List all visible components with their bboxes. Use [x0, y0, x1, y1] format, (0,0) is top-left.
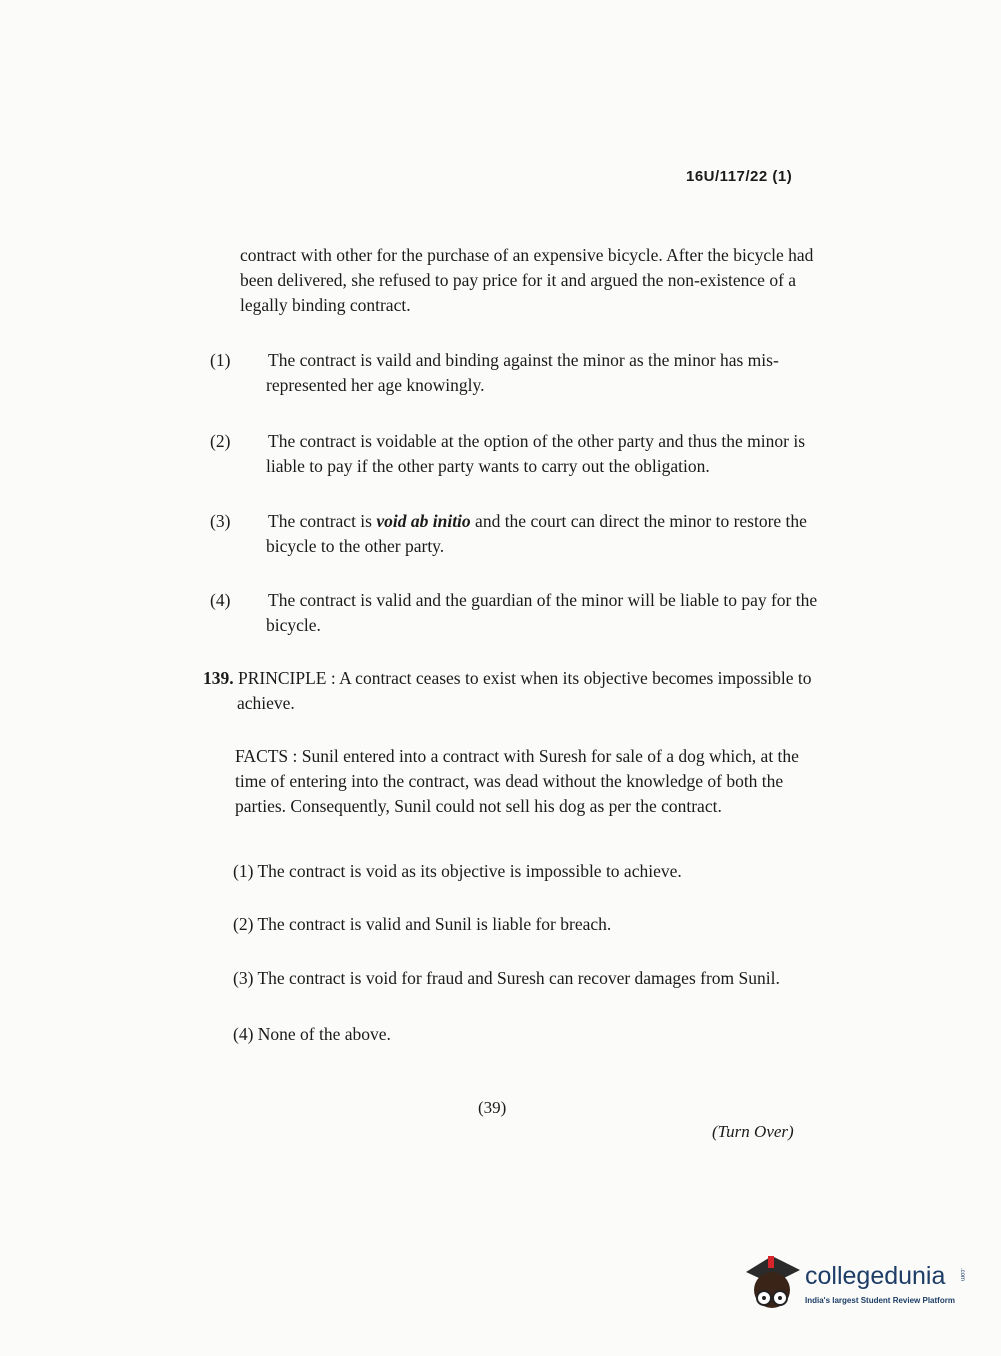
question-stem-continued: contract with other for the purchase of an expensive bicycle. After the bicycle had been delivered, she refused to pay price for it and argued the non-existence of a legally binding contract. [240, 245, 814, 315]
option-text: None of the above. [257, 1024, 391, 1044]
option-text-after: and the court can direct the minor to restore the bicycle to the other party. [266, 511, 807, 556]
option-number: (1) [210, 350, 231, 370]
option-number: (1) [233, 861, 254, 881]
option-number: (2) [233, 914, 254, 934]
option-number: (3) [233, 968, 254, 988]
option-number: (4) [233, 1024, 254, 1044]
q139-facts: FACTS : Sunil entered into a contract with Suresh for sale of a dog which, at the time of entering into the contract, was dead without the knowledge of both the parties. Consequently, Sunil could not sell his dog as per the contract. [235, 746, 799, 816]
option-number: (4) [210, 590, 231, 610]
option-text: The contract is valid and the guardian of the minor will be liable to pay for the bicycle. [266, 590, 818, 635]
page-number: (39) [478, 1098, 507, 1117]
question-number: 139. [203, 668, 234, 688]
option-text: The contract is valid and Sunil is liable for breach. [257, 914, 612, 934]
collegedunia-mascot-icon [742, 1250, 804, 1316]
q138-option-4 [210, 588, 846, 638]
principle-text: PRINCIPLE : A contract ceases to exist when its objective becomes impossible to achieve. [237, 668, 812, 713]
option-text: The contract is voidable at the option of the other party and thus the minor is liable to pay if the other party wants to carry out the obligation. [266, 431, 806, 476]
brand-domain: .com [959, 1268, 965, 1282]
q138-option-1 [210, 348, 846, 398]
option-text: The contract is void as its objective is impossible to achieve. [257, 861, 682, 881]
option-number: (2) [210, 431, 231, 451]
q139-option-2 [233, 912, 813, 937]
brand-name: collegedunia [805, 1262, 946, 1290]
option-text-before: The contract is [268, 511, 377, 531]
q139-option-4 [233, 1022, 813, 1047]
q139-option-3 [233, 966, 813, 991]
paper-code: 16U/117/22 (1) [686, 168, 793, 185]
q138-option-3 [210, 509, 846, 559]
option-text-italic: void ab initio [376, 511, 471, 531]
q139-option-1 [233, 859, 813, 884]
option-text: The contract is vaild and binding against the minor as the minor has mis-represented her age knowingly. [266, 350, 779, 395]
q138-option-2 [210, 429, 846, 479]
brand-tagline: India's largest Student Review Platform [805, 1296, 955, 1305]
option-number: (3) [210, 511, 231, 531]
q139-principle [203, 666, 818, 716]
turn-over-note: (Turn Over) [712, 1122, 794, 1141]
option-text: The contract is void for fraud and Suresh can recover damages from Sunil. [257, 968, 780, 988]
